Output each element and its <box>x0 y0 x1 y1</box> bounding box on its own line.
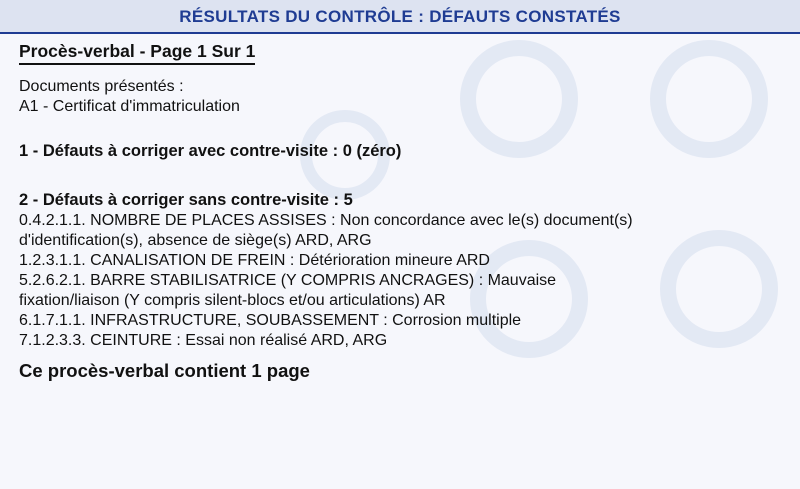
banner-title: RÉSULTATS DU CONTRÔLE : DÉFAUTS CONSTATÉS <box>179 7 621 26</box>
document-item: A1 - Certificat d'immatriculation <box>19 98 240 115</box>
defect-line: 1.2.3.1.1. CANALISATION DE FREIN : Détérioration mineure ARD <box>19 252 490 269</box>
results-banner <box>0 0 800 34</box>
page-count-statement: Ce procès-verbal contient 1 page <box>19 360 310 381</box>
defect-line: d'identification(s), absence de siège(s) ARD, ARG <box>19 232 372 249</box>
defect-line: 5.2.6.2.1. BARRE STABILISATRICE (Y COMPRIS ANCRAGES) : Mauvaise <box>19 272 557 289</box>
proces-verbal-title: Procès-verbal - Page 1 Sur 1 <box>19 40 255 65</box>
defect-line: 6.1.7.1.1. INFRASTRUCTURE, SOUBASSEMENT : Corrosion multiple <box>19 312 522 329</box>
section-1-title: 1 - Défauts à corriger avec contre-visite : 0 (zéro) <box>19 142 402 160</box>
defect-line: 7.1.2.3.3. CEINTURE : Essai non réalisé ARD, ARG <box>19 332 388 349</box>
report-body <box>19 40 799 383</box>
defect-line: fixation/liaison (Y compris silent-blocs et/ou articulations) AR <box>19 292 446 309</box>
documents-heading: Documents présentés : <box>19 78 184 95</box>
defect-line: 0.4.2.1.1. NOMBRE DE PLACES ASSISES : Non concordance avec le(s) document(s) <box>19 212 633 229</box>
section-2-title: 2 - Défauts à corriger sans contre-visite : 5 <box>19 191 353 209</box>
